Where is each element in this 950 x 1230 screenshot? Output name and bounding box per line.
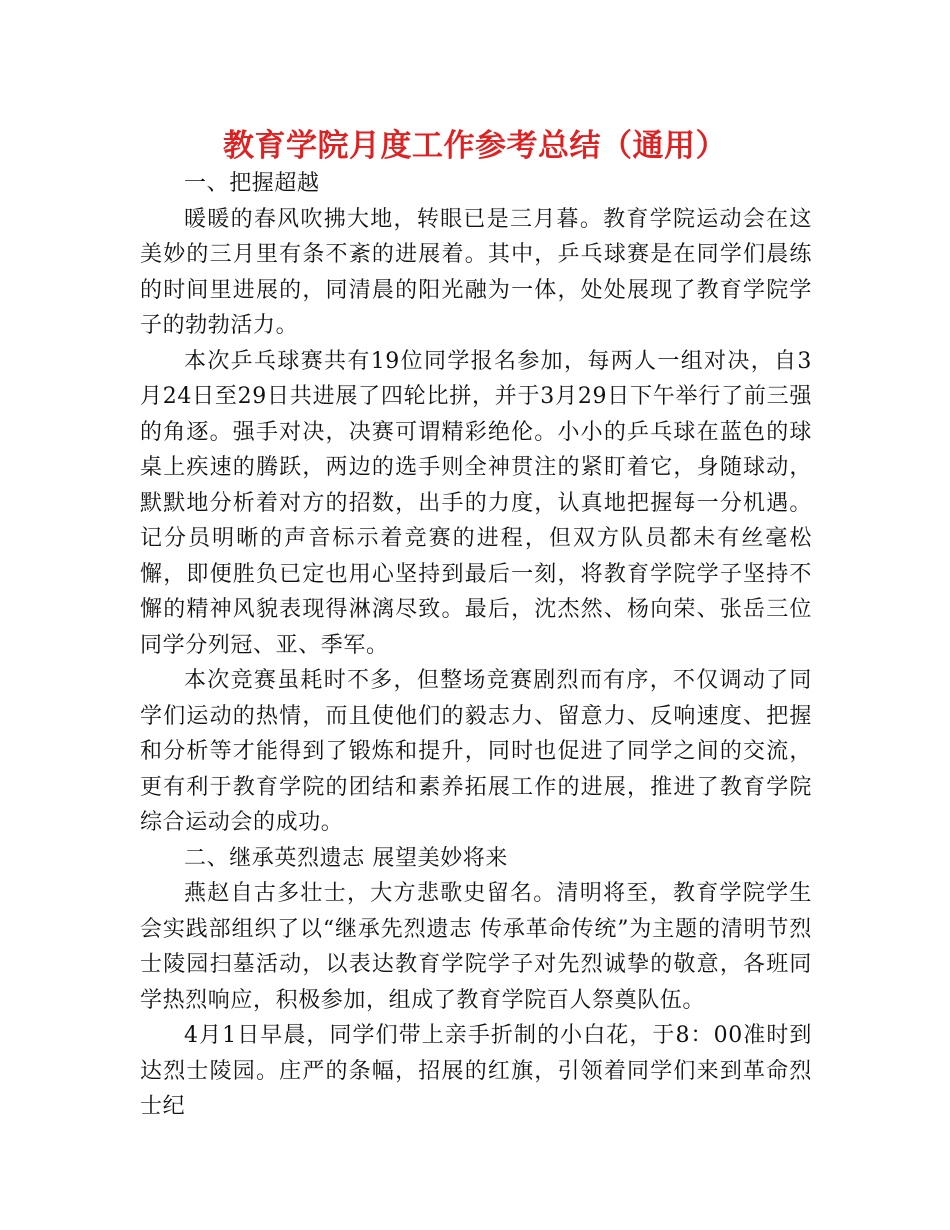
paragraph: 本次乒乓球赛共有19位同学报名参加，每两人一组对决，自3月24日至29日共进展了四轮比拼，并于3月29日下午举行了前三强的角逐。强手对决，决赛可谓精彩绝伦。小小的乒乓球在蓝色的球桌上疾速的腾跃，两边的选手则全神贯注的紧盯着它，身随球动，默默地分析着对方的招数，出手的力度，认真地把握每一分机遇。记分员明晰的声音标示着竞赛的进程，但双方队员都未有丝毫松懈，即便胜负已定也用心坚持到最后一刻，将教育学院学子坚持不懈的精神风貌表现得淋漓尽致。最后，沈杰然、杨向荣、张岳三位同学分列冠、亚、季军。 — [140, 348, 812, 658]
paragraph: 暖暖的春风吹拂大地，转眼已是三月暮。教育学院运动会在这美妙的三月里有条不紊的进展着。其中，乒乓球赛是在同学们晨练的时间里进展的，同清晨的阳光融为一体，处处展现了教育学院学子的勃勃活力。 — [140, 206, 812, 338]
document-body — [140, 166, 812, 1125]
paragraph: 燕赵自古多壮士，大方悲歌史留名。清明将至，教育学院学生会实践部组织了以“继承先烈遗志 传承革命传统”为主题的清明节烈士陵园扫墓活动，以表达教育学院学子对先烈诚挚的敬意，各班同学热烈响应，积极参加，组成了教育学院百人祭奠队伍。 — [140, 881, 812, 1013]
paragraph: 4月1日早晨，同学们带上亲手折制的小白花，于8：00准时到达烈士陵园。庄严的条幅，招展的红旗，引领着同学们来到革命烈士纪 — [140, 1023, 812, 1119]
section-heading-2: 二、继承英烈遗志 展望美妙将来 — [184, 845, 508, 871]
paragraph: 本次竞赛虽耗时不多，但整场竞赛剧烈而有序，不仅调动了同学们运动的热情，而且使他们的毅志力、留意力、反响速度、把握和分析等才能得到了锻炼和提升，同时也促进了同学之间的交流，更有利于教育学院的团结和素养拓展工作的进展，推进了教育学院综合运动会的成功。 — [140, 668, 812, 835]
document-title: 教育学院月度工作参考总结（通用） — [223, 128, 727, 164]
section-heading-1: 一、把握超越 — [184, 171, 320, 196]
